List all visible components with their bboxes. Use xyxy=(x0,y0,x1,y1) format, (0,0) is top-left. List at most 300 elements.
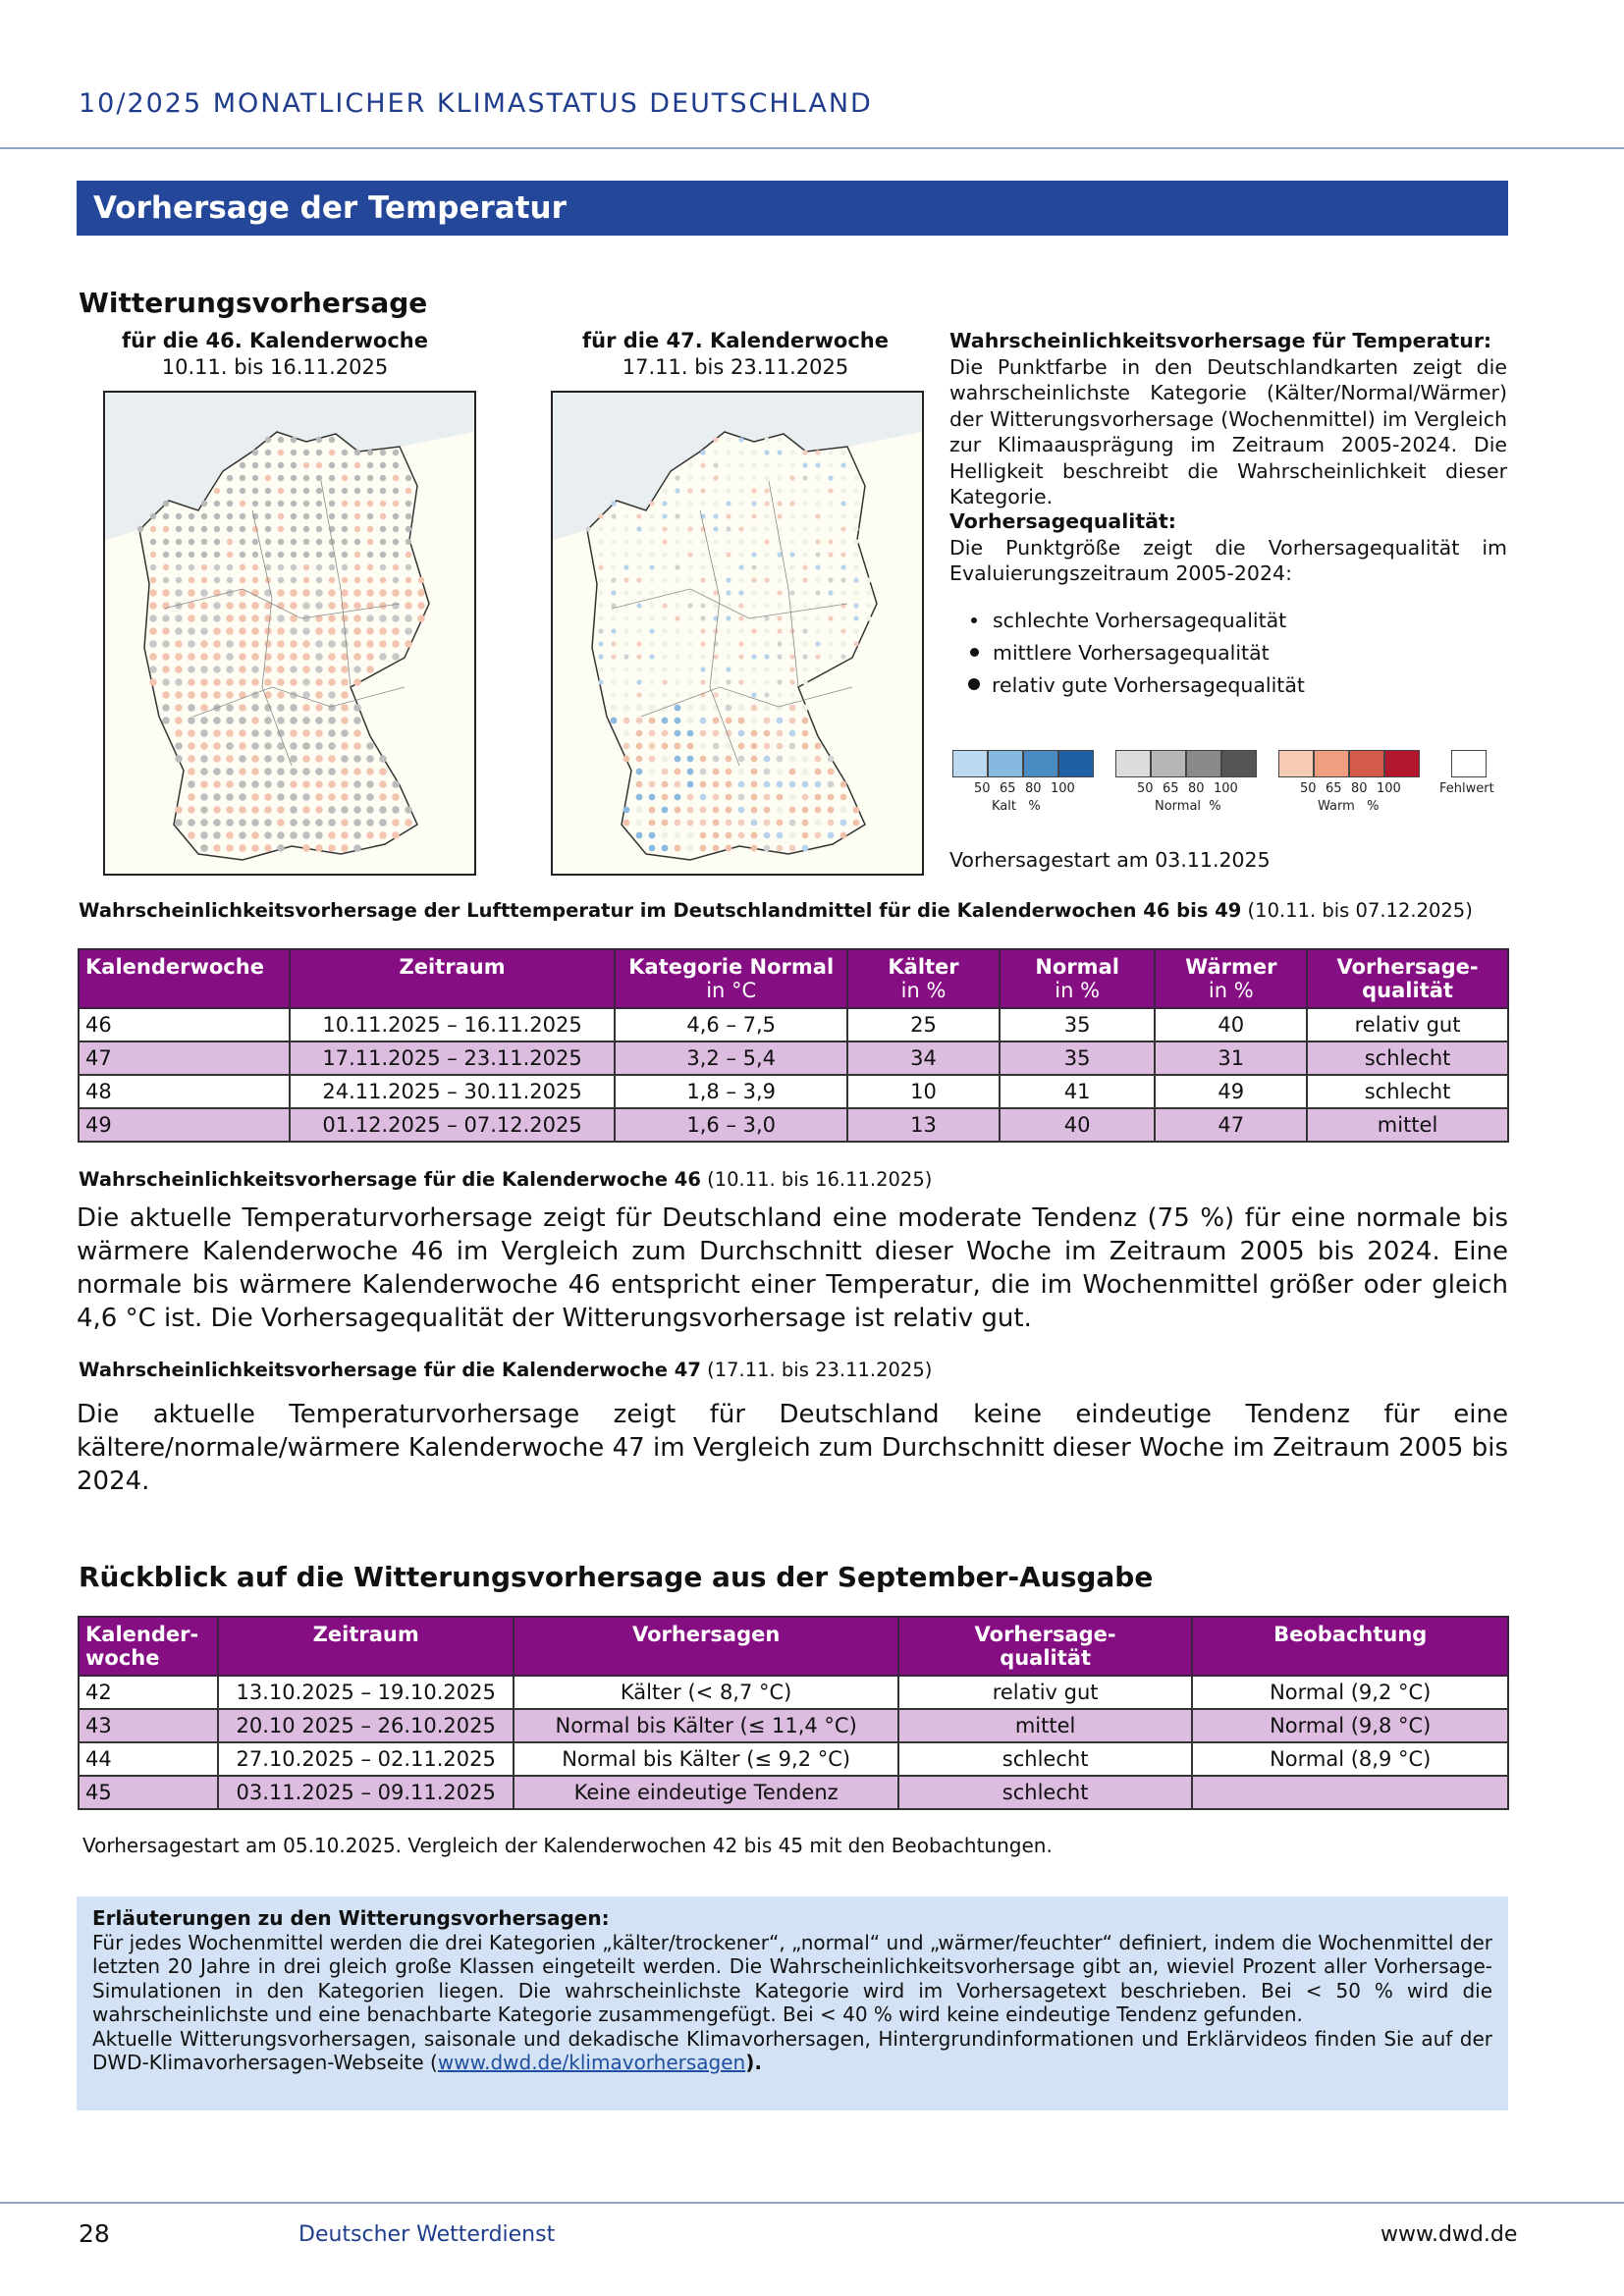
forecast-dot xyxy=(713,832,720,839)
forecast-dot xyxy=(353,653,361,661)
forecast-dot xyxy=(777,615,782,620)
forecast-dot xyxy=(802,781,809,788)
forecast-dot xyxy=(379,831,387,839)
column-header: Kälter in % xyxy=(847,949,1000,1008)
forecast-dot xyxy=(200,666,208,673)
forecast-dot xyxy=(341,819,349,827)
forecast-dot xyxy=(840,590,845,595)
forecast-dot xyxy=(764,641,769,646)
forecast-dot xyxy=(163,513,169,519)
legend-tick: 65 xyxy=(1000,781,1016,796)
forecast-dot xyxy=(738,807,745,814)
forecast-dot xyxy=(751,781,758,788)
forecast-dot xyxy=(367,539,373,545)
forecast-dot xyxy=(405,640,412,648)
forecast-dot xyxy=(290,729,298,737)
klimavorhersagen-link[interactable]: www.dwd.de/klimavorhersagen xyxy=(437,2051,746,2074)
forecast-dot xyxy=(405,819,412,827)
forecast-dot xyxy=(675,488,679,493)
forecast-dot xyxy=(188,717,195,724)
forecast-dot xyxy=(713,654,718,659)
forecast-dot xyxy=(379,627,387,635)
forecast-dot xyxy=(700,769,707,775)
forecast-dot xyxy=(290,627,298,635)
forecast-dot xyxy=(201,577,207,583)
forecast-dot xyxy=(189,526,194,532)
forecast-dot xyxy=(713,718,720,724)
forecast-dot xyxy=(815,577,820,582)
forecast-dot xyxy=(738,513,743,518)
forecast-dot xyxy=(393,501,399,507)
forecast-dot xyxy=(353,742,361,750)
forecast-dot xyxy=(802,513,807,518)
forecast-dot xyxy=(815,475,820,480)
forecast-dot xyxy=(675,552,679,557)
forecast-dot xyxy=(252,526,258,532)
forecast-dot xyxy=(329,488,335,494)
forecast-dot xyxy=(149,666,157,673)
forecast-dot xyxy=(840,475,845,480)
forecast-dot xyxy=(738,769,745,775)
forecast-dot xyxy=(777,820,784,827)
forecast-dot xyxy=(239,704,246,712)
forecast-dot xyxy=(662,526,667,531)
forecast-dot xyxy=(162,691,170,699)
forecast-dot xyxy=(675,513,679,518)
forecast-dot xyxy=(777,603,782,608)
forecast-dot xyxy=(764,769,771,775)
forecast-dot xyxy=(278,526,284,532)
forecast-dot xyxy=(393,552,399,558)
forecast-dot xyxy=(675,641,679,646)
forecast-dot xyxy=(302,780,310,788)
forecast-dot xyxy=(636,513,641,518)
forecast-dot xyxy=(163,539,169,545)
legend-swatch xyxy=(1384,750,1420,777)
forecast-dot xyxy=(623,590,628,595)
forecast-dot xyxy=(188,819,195,827)
forecast-dot xyxy=(726,781,732,788)
forecast-dot xyxy=(353,844,361,852)
forecast-dot xyxy=(315,831,323,839)
forecast-dot xyxy=(149,589,157,597)
forecast-dot xyxy=(662,615,667,620)
forecast-dot xyxy=(379,614,387,622)
forecast-dot xyxy=(802,718,809,724)
forecast-dot xyxy=(649,807,656,814)
forecast-dot xyxy=(252,577,258,583)
forecast-dot xyxy=(789,730,796,737)
forecast-dot xyxy=(815,462,820,467)
forecast-dot xyxy=(700,832,707,839)
forecast-dot xyxy=(392,614,400,622)
forecast-dot xyxy=(789,820,796,827)
table-cell: 47 xyxy=(1155,1108,1307,1142)
forecast-dot xyxy=(353,666,361,673)
forecast-dot xyxy=(278,475,284,481)
forecast-dot xyxy=(213,793,221,801)
forecast-dot xyxy=(240,513,245,519)
forecast-dot xyxy=(789,462,794,467)
forecast-dot xyxy=(366,755,374,763)
forecast-dot xyxy=(353,614,361,622)
forecast-dot xyxy=(239,831,246,839)
forecast-dot xyxy=(226,819,234,827)
forecast-dot xyxy=(802,679,807,684)
forecast-dot xyxy=(611,539,616,544)
forecast-dot xyxy=(149,602,157,610)
forecast-dot xyxy=(777,832,784,839)
forecast-dot xyxy=(264,729,272,737)
forecast-dot xyxy=(700,501,705,506)
forecast-dot xyxy=(150,564,156,570)
forecast-dot xyxy=(251,704,259,712)
forecast-dot xyxy=(662,577,667,582)
table-cell: schlecht xyxy=(1307,1075,1508,1108)
forecast-dot xyxy=(290,717,298,724)
forecast-dot xyxy=(726,590,731,595)
forecast-dot xyxy=(366,768,374,775)
forecast-dot xyxy=(815,832,822,839)
forecast-dot xyxy=(853,475,858,480)
forecast-dot xyxy=(291,475,297,481)
forecast-dot xyxy=(636,705,643,712)
forecast-dot xyxy=(316,488,322,494)
forecast-dot xyxy=(828,488,833,493)
forecast-dot xyxy=(175,717,183,724)
forecast-dot xyxy=(213,768,221,775)
table-cell: relativ gut xyxy=(1307,1008,1508,1041)
forecast-dot xyxy=(188,627,195,635)
forecast-dot xyxy=(700,718,707,724)
forecast-dot xyxy=(815,781,822,788)
forecast-dot xyxy=(777,743,784,750)
forecast-dot xyxy=(789,450,794,454)
forecast-dot xyxy=(252,488,258,494)
forecast-dot xyxy=(354,513,360,519)
forecast-dot xyxy=(315,768,323,775)
forecast-dot xyxy=(176,526,182,532)
forecast-dot xyxy=(200,768,208,775)
legend-tick: 50 xyxy=(1300,781,1317,796)
forecast-dot xyxy=(649,501,654,506)
forecast-dot xyxy=(303,577,309,583)
forecast-dot xyxy=(200,640,208,648)
forecast-dot xyxy=(789,654,794,659)
table-row xyxy=(79,1776,1508,1809)
forecast-dot xyxy=(815,590,820,595)
forecast-dot xyxy=(175,678,183,686)
forecast-dot xyxy=(802,488,807,493)
forecast-dot xyxy=(303,450,309,455)
forecast-dot xyxy=(751,807,758,814)
forecast-dot xyxy=(853,807,860,814)
forecast-dot xyxy=(738,526,743,531)
forecast-dot xyxy=(726,641,731,646)
forecast-dot xyxy=(303,501,309,507)
forecast-dot xyxy=(675,820,681,827)
forecast-dot xyxy=(598,654,603,659)
forecast-dot xyxy=(675,832,681,839)
forecast-dot xyxy=(764,577,769,582)
forecast-dot xyxy=(713,552,718,557)
forecast-dot xyxy=(649,730,656,737)
forecast-dot xyxy=(636,564,641,569)
forecast-dot xyxy=(726,679,731,684)
forecast-dot xyxy=(598,628,603,633)
forecast-dot xyxy=(802,552,807,557)
forecast-dot xyxy=(380,475,386,481)
column-header: Zeitraum xyxy=(290,949,615,1008)
table-row xyxy=(79,1108,1508,1142)
forecast-dot xyxy=(315,729,323,737)
forecast-dot xyxy=(777,462,782,467)
forecast-dot xyxy=(815,450,820,454)
forecast-dot xyxy=(840,615,845,620)
forecast-dot xyxy=(802,577,807,582)
legend-tick: 80 xyxy=(1025,781,1042,796)
forecast-dot xyxy=(764,705,771,712)
forecast-dot xyxy=(239,768,246,775)
forecast-dot xyxy=(316,513,322,519)
forecast-dot xyxy=(840,513,845,518)
forecast-dot xyxy=(789,577,794,582)
forecast-dot xyxy=(649,552,654,557)
forecast-dot xyxy=(713,437,718,442)
forecast-dot xyxy=(163,526,169,532)
forecast-dot xyxy=(226,627,234,635)
forecast-dot xyxy=(226,704,234,712)
forecast-dot xyxy=(777,705,784,712)
forecast-dot xyxy=(662,641,667,646)
forecast-dot xyxy=(866,577,871,582)
forecast-dot xyxy=(226,729,234,737)
legend-swatch xyxy=(1115,750,1151,777)
forecast-dot xyxy=(789,705,796,712)
forecast-dot xyxy=(802,743,809,750)
forecast-dot xyxy=(687,692,692,697)
forecast-dot xyxy=(598,615,603,620)
forecast-dot xyxy=(662,730,669,737)
forecast-dot xyxy=(354,564,360,570)
forecast-dot xyxy=(713,820,720,827)
forecast-dot xyxy=(611,679,616,684)
forecast-dot xyxy=(764,743,771,750)
forecast-dot xyxy=(687,718,694,724)
forecast-dot xyxy=(828,756,835,763)
forecast-dot xyxy=(738,641,743,646)
forecast-dot xyxy=(738,577,743,582)
forecast-dot xyxy=(353,678,361,686)
forecast-dot xyxy=(188,742,195,750)
forecast-dot xyxy=(380,501,386,507)
forecast-dot xyxy=(380,488,386,494)
forecast-dot xyxy=(726,807,732,814)
forecast-dot xyxy=(162,704,170,712)
forecast-dot xyxy=(417,614,425,622)
forecast-dot xyxy=(662,603,667,608)
forecast-dot xyxy=(353,806,361,814)
forecast-dot xyxy=(738,679,743,684)
forecast-dot xyxy=(751,769,758,775)
forecast-dot xyxy=(675,756,681,763)
forecast-dot xyxy=(341,678,349,686)
forecast-dot xyxy=(828,513,833,518)
forecast-dot xyxy=(815,552,820,557)
forecast-dot xyxy=(329,462,335,468)
forecast-dot xyxy=(252,462,258,468)
forecast-dot xyxy=(802,641,807,646)
forecast-dot xyxy=(405,627,412,635)
forecast-dot xyxy=(328,742,336,750)
legend-tick: 65 xyxy=(1326,781,1342,796)
forecast-dot xyxy=(302,755,310,763)
forecast-dot xyxy=(649,615,654,620)
column-header: Kalender- woche xyxy=(79,1617,218,1676)
forecast-dot xyxy=(700,730,707,737)
forecast-dot xyxy=(277,806,285,814)
forecast-dot xyxy=(278,539,284,545)
forecast-dot xyxy=(700,641,705,646)
forecast-dot xyxy=(316,526,322,532)
forecast-dot xyxy=(353,793,361,801)
forecast-dot xyxy=(789,501,794,506)
forecast-dot xyxy=(815,615,820,620)
forecast-dot xyxy=(342,475,348,481)
forecast-dot xyxy=(751,667,756,671)
forecast-dot xyxy=(302,831,310,839)
forecast-dot xyxy=(341,704,349,712)
forecast-dot xyxy=(623,756,630,763)
forecast-dot xyxy=(738,603,743,608)
forecast-dot xyxy=(585,526,590,531)
table-cell: Normal bis Kälter (≤ 9,2 °C) xyxy=(514,1742,897,1776)
forecast-dot xyxy=(738,654,743,659)
forecast-dot xyxy=(303,526,309,532)
forecast-dot xyxy=(201,513,207,519)
forecast-dot xyxy=(342,501,348,507)
forecast-dot xyxy=(213,653,221,661)
forecast-dot xyxy=(764,781,771,788)
forecast-dot xyxy=(406,564,411,570)
forecast-dot xyxy=(611,590,616,595)
forecast-dot xyxy=(751,654,756,659)
legend-label: Normal % xyxy=(1155,799,1221,814)
forecast-dot xyxy=(713,845,720,852)
forecast-dot xyxy=(302,627,310,635)
forecast-dot xyxy=(201,564,207,570)
forecast-dot xyxy=(240,564,245,570)
forecast-dot xyxy=(726,577,731,582)
table-cell: 24.11.2025 – 30.11.2025 xyxy=(290,1075,615,1108)
forecast-dot xyxy=(675,845,681,852)
forecast-dot xyxy=(828,564,833,569)
forecast-dot xyxy=(251,806,259,814)
forecast-dot xyxy=(162,717,170,724)
forecast-dot xyxy=(828,539,833,544)
forecast-dot xyxy=(213,666,221,673)
forecast-dot xyxy=(598,667,603,671)
forecast-dot xyxy=(726,552,731,557)
forecast-dot xyxy=(751,577,756,582)
forecast-dot xyxy=(200,780,208,788)
legend-swatch xyxy=(1221,750,1257,777)
forecast-dot xyxy=(302,806,310,814)
forecast-dot xyxy=(649,845,656,852)
forecast-dot xyxy=(149,614,157,622)
forecast-dot xyxy=(188,691,195,699)
page-number: 28 xyxy=(79,2219,110,2248)
forecast-dot xyxy=(379,768,387,775)
forecast-dot xyxy=(649,539,654,544)
forecast-dot xyxy=(302,704,310,712)
table-cell: mittel xyxy=(898,1709,1193,1742)
forecast-dot xyxy=(290,640,298,648)
forecast-dot xyxy=(675,577,679,582)
forecast-dot xyxy=(828,781,835,788)
forecast-dot xyxy=(738,730,745,737)
forecast-dot xyxy=(392,640,400,648)
forecast-dot xyxy=(251,780,259,788)
forecast-dot xyxy=(213,729,221,737)
forecast-dot xyxy=(764,526,769,531)
forecast-dot xyxy=(815,743,822,750)
bullet-medium: mittlere Vorhersagequalität xyxy=(967,641,1270,665)
forecast-dot xyxy=(290,780,298,788)
forecast-dot xyxy=(713,513,718,518)
forecast-dot xyxy=(726,718,732,724)
forecast-dot xyxy=(341,640,349,648)
info-title: Erläuterungen zu den Witterungsvorhersagen: xyxy=(92,1906,610,1930)
forecast-dot xyxy=(367,577,373,583)
forecast-dot xyxy=(277,666,285,673)
forecast-dot xyxy=(751,718,758,724)
forecast-dot xyxy=(367,450,373,455)
forecast-dot xyxy=(213,678,221,686)
forecast-dot xyxy=(687,832,694,839)
forecast-dot xyxy=(393,539,399,545)
forecast-dot xyxy=(265,501,271,507)
forecast-dot xyxy=(777,501,782,506)
forecast-dot xyxy=(406,501,411,507)
forecast-dot xyxy=(277,793,285,801)
forecast-dot xyxy=(328,589,336,597)
forecast-dot xyxy=(290,602,298,610)
forecast-dot xyxy=(328,704,336,712)
forecast-dot xyxy=(201,501,207,507)
forecast-dot xyxy=(623,743,630,750)
forecast-dot xyxy=(162,653,170,661)
forecast-dot xyxy=(840,807,847,814)
forecast-dot xyxy=(636,730,643,737)
forecast-dot xyxy=(328,666,336,673)
forecast-dot xyxy=(277,755,285,763)
forecast-dot xyxy=(240,577,245,583)
forecast-dot xyxy=(239,780,246,788)
forecast-dot xyxy=(687,603,692,608)
forecast-dot xyxy=(163,501,169,507)
forecast-dot xyxy=(405,602,412,610)
forecast-dot xyxy=(315,589,323,597)
forecast-dot xyxy=(738,705,745,712)
forecast-dot xyxy=(341,755,349,763)
forecast-dot xyxy=(240,475,245,481)
forecast-dot xyxy=(687,679,692,684)
forecast-dot xyxy=(649,641,654,646)
forecast-dot xyxy=(239,755,246,763)
forecast-dot xyxy=(815,807,822,814)
forecast-dot xyxy=(366,831,374,839)
